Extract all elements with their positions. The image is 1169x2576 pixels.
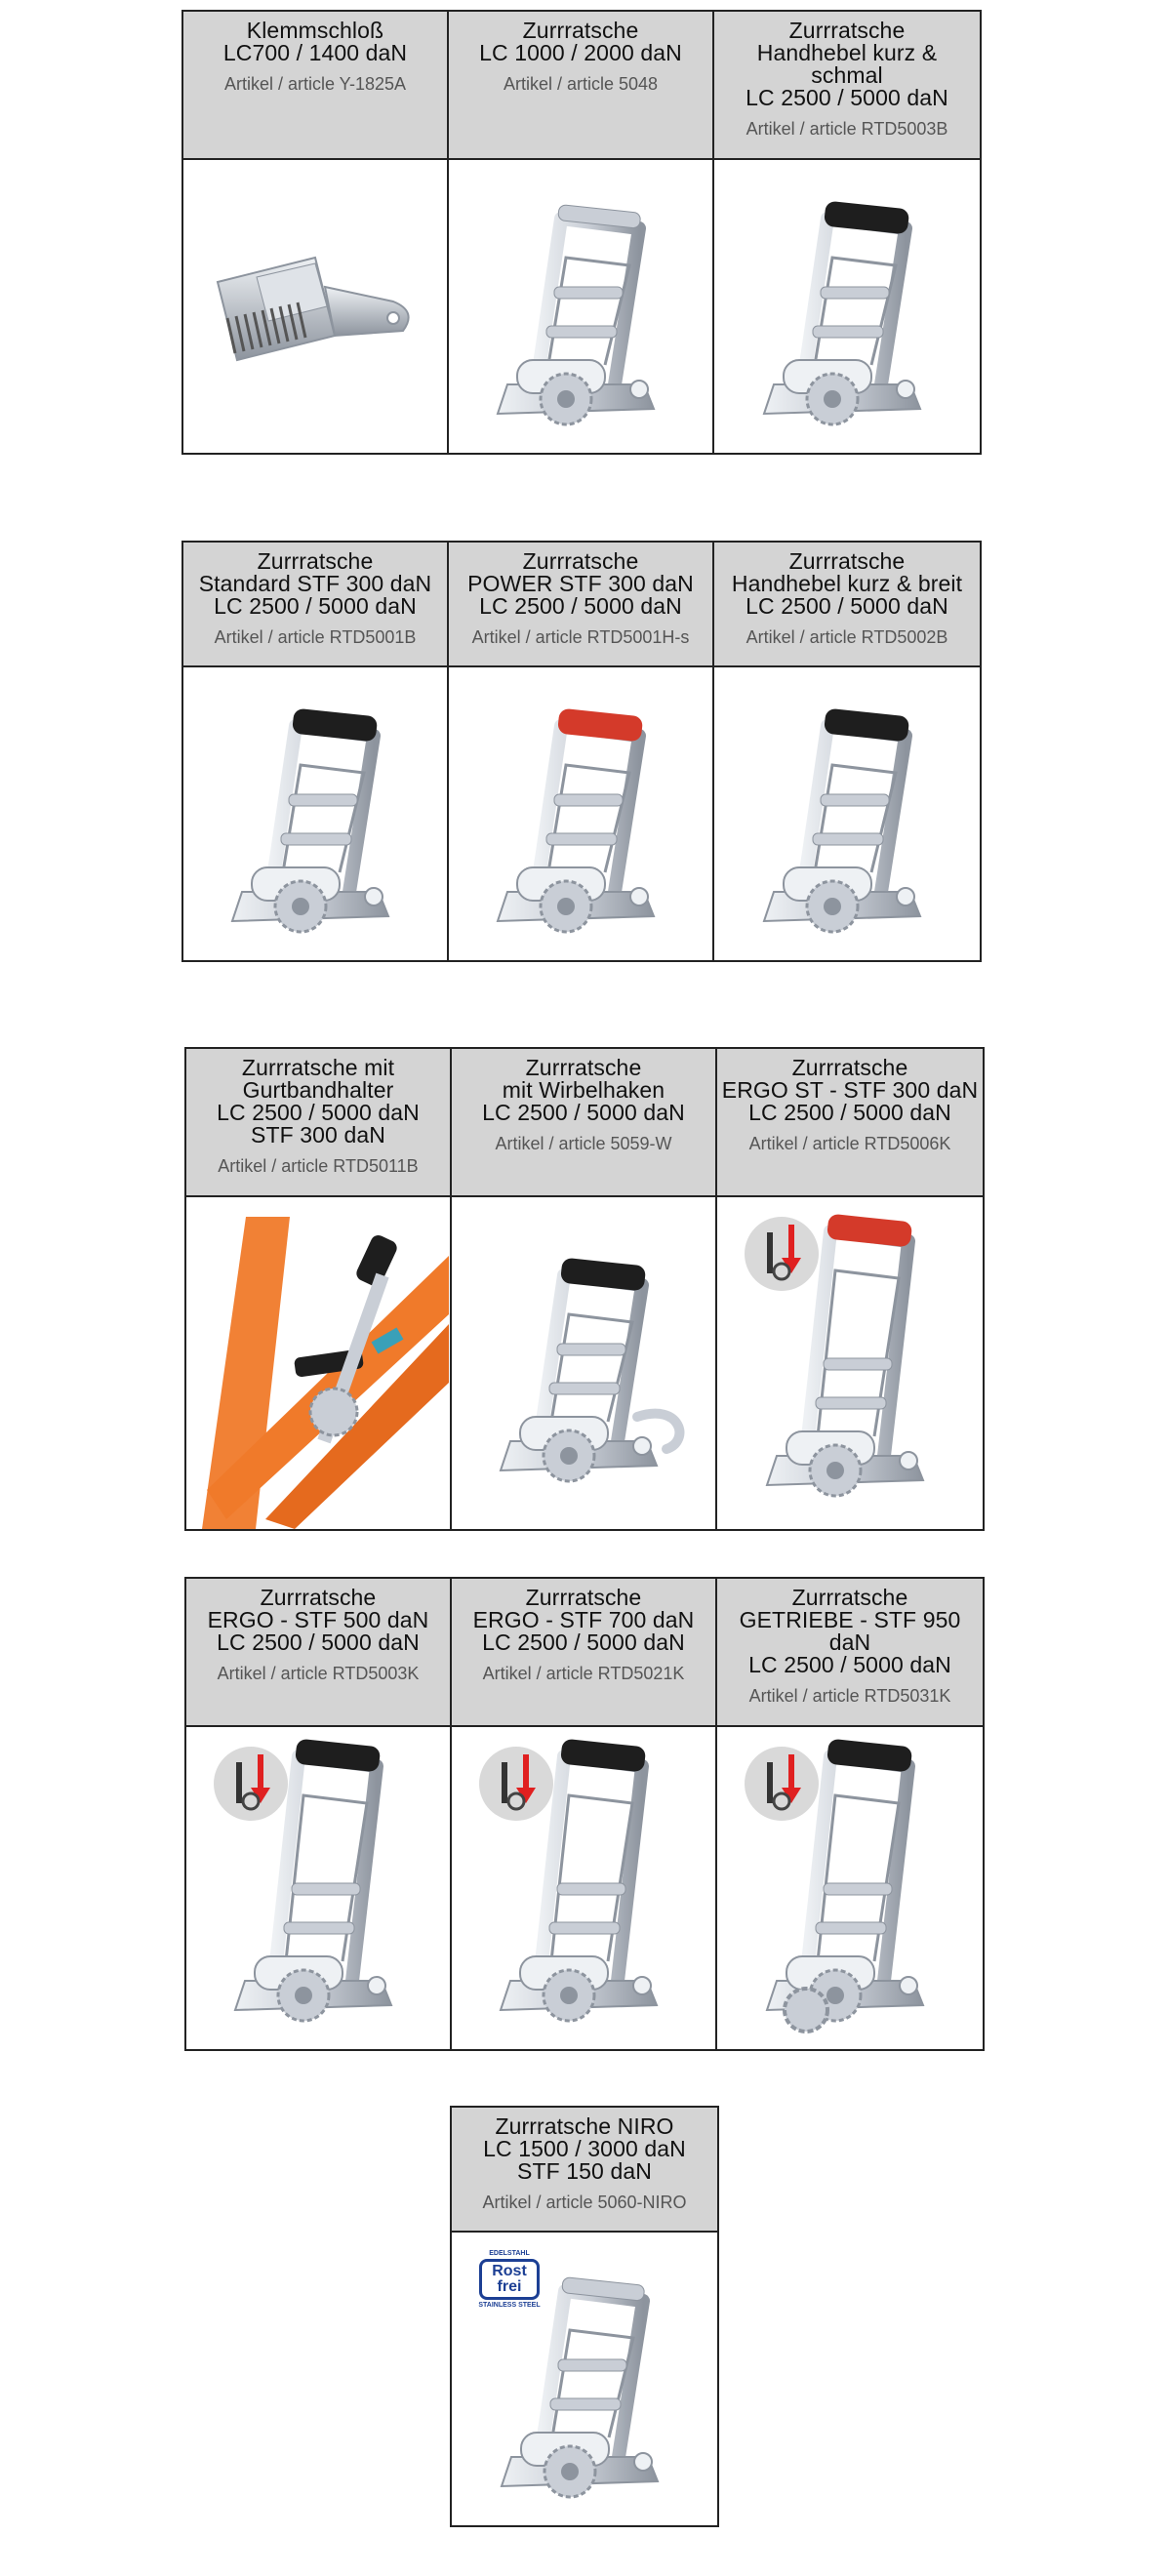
product-article-number: Artikel / article RTD5006K: [748, 1134, 951, 1153]
product-grid: [450, 2106, 719, 2527]
ergo-arrow-icon: [477, 1745, 555, 1823]
product-card[interactable]: [452, 1049, 717, 1529]
product-header: [186, 1579, 450, 1727]
product-header: [183, 543, 447, 667]
badge-top-text: EDELSTAHL: [489, 2250, 530, 2257]
product-article-number: Artikel / article RTD5003K: [217, 1664, 420, 1683]
product-image[interactable]: [717, 1197, 983, 1529]
product-card[interactable]: [186, 1579, 452, 2049]
product-title: Zurrratsche ERGO - STF 500 daN LC 2500 / 5000 daN: [207, 1585, 429, 1655]
product-card[interactable]: [183, 543, 449, 960]
product-header: [183, 12, 447, 160]
ergo-arrow-icon: [743, 1215, 821, 1293]
product-title: Zurrratsche GETRIEBE - STF 950 daN LC 2500 / 5000 daN: [739, 1585, 961, 1677]
product-grid: [184, 1577, 985, 2051]
product-card[interactable]: [717, 1579, 983, 2049]
product-card[interactable]: [183, 12, 449, 453]
product-card[interactable]: [717, 1049, 983, 1529]
ratchet-black-grip-icon: [735, 160, 959, 453]
ratchet-black-grip-icon: [203, 667, 427, 960]
product-title: Zurrratsche Handhebel kurz & schmal LC 2500 / 5000 daN: [746, 18, 948, 110]
product-article-number: Artikel / article RTD5001B: [214, 627, 417, 647]
product-image[interactable]: [452, 2233, 717, 2525]
product-header: [186, 1049, 450, 1197]
product-article-number: Artikel / article 5060-NIRO: [482, 2193, 687, 2212]
ratchet-icon: [468, 160, 693, 453]
product-article-number: Artikel / article RTD5001H-s: [471, 627, 690, 647]
product-header: [717, 1049, 983, 1197]
product-card[interactable]: [449, 12, 714, 453]
product-header: [452, 2108, 717, 2233]
product-image[interactable]: [714, 667, 980, 960]
product-title: Zurrratsche Handhebel kurz & breit LC 2500 / 5000 daN: [731, 548, 963, 619]
product-image[interactable]: [452, 1727, 715, 2049]
product-article-number: Artikel / article RTD5031K: [748, 1686, 951, 1706]
ratchet-black-grip-icon: [735, 667, 959, 960]
product-header: [452, 1579, 715, 1727]
product-card[interactable]: [452, 1579, 717, 2049]
ergo-arrow-icon: [743, 1745, 821, 1823]
product-title: Zurrratsche mit Gurtbandhalter LC 2500 / 5000 daN STF 300 daN: [217, 1055, 420, 1147]
product-title: Zurrratsche Standard STF 300 daN LC 2500 / 5000 daN: [198, 548, 432, 619]
product-article-number: Artikel / article RTD5011B: [218, 1156, 419, 1176]
product-image[interactable]: [452, 1197, 715, 1529]
product-image[interactable]: [717, 1727, 983, 2049]
product-title: Zurrratsche ERGO - STF 700 daN LC 2500 / 5000 daN: [472, 1585, 695, 1655]
product-article-number: Artikel / article RTD5002B: [746, 627, 948, 647]
product-article-number: Artikel / article RTD5003B: [746, 119, 948, 139]
product-article-number: Artikel / article RTD5021K: [482, 1664, 685, 1683]
product-image[interactable]: [449, 667, 712, 960]
ratchet-swivel-hook-icon: [471, 1217, 696, 1509]
product-header: [714, 543, 980, 667]
product-title: Zurrratsche mit Wirbelhaken LC 2500 / 5000 daN: [482, 1055, 685, 1125]
product-header: [452, 1049, 715, 1197]
product-card[interactable]: [449, 543, 714, 960]
product-title: Zurrratsche NIRO LC 1500 / 3000 daN STF 150 daN: [483, 2113, 686, 2184]
product-article-number: Artikel / article Y-1825A: [223, 74, 407, 94]
cam-buckle-icon: [198, 228, 432, 384]
product-image[interactable]: [186, 1197, 450, 1529]
product-grid: [181, 10, 982, 455]
product-title: Zurrratsche POWER STF 300 daN LC 2500 / 5000 daN: [467, 548, 694, 619]
product-card[interactable]: [186, 1049, 452, 1529]
product-image[interactable]: [183, 667, 447, 960]
product-image[interactable]: [714, 160, 980, 453]
product-image[interactable]: [449, 160, 712, 453]
product-card[interactable]: [452, 2108, 717, 2525]
product-article-number: Artikel / article 5059-W: [495, 1134, 672, 1153]
product-header: [449, 12, 712, 160]
badge-bottom-text: STAINLESS STEEL: [478, 2302, 541, 2309]
product-image[interactable]: [186, 1727, 450, 2049]
product-title: Zurrratsche ERGO ST - STF 300 daN LC 2500 / 5000 daN: [721, 1055, 979, 1125]
product-card[interactable]: [714, 12, 980, 453]
product-title: Zurrratsche LC 1000 / 2000 daN: [479, 18, 682, 65]
ratchet-strap-icon: [187, 1197, 449, 1529]
product-image[interactable]: [183, 160, 447, 453]
product-header: [714, 12, 980, 160]
product-title: Klemmschloß LC700 / 1400 daN: [222, 18, 408, 65]
ratchet-red-grip-icon: [468, 667, 693, 960]
stainless-badge: [475, 2250, 544, 2309]
badge-main-text: Rost frei: [479, 2259, 540, 2300]
product-grid: [181, 541, 982, 962]
product-header: [449, 543, 712, 667]
product-article-number: Artikel / article 5048: [503, 74, 659, 94]
product-card[interactable]: [714, 543, 980, 960]
product-grid: [184, 1047, 985, 1531]
ergo-arrow-icon: [212, 1745, 290, 1823]
product-header: [717, 1579, 983, 1727]
